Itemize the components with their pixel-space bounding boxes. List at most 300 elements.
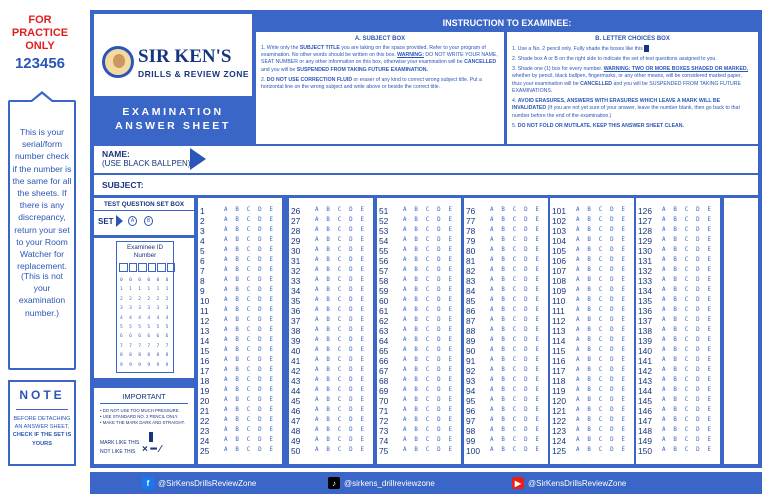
not-like-label: NOT LIKE THIS: [100, 449, 136, 455]
question-number: 37: [291, 316, 301, 326]
practice-label: [2, 14, 78, 53]
question-number: 46: [291, 406, 301, 416]
logo-title: SIR KEN'S: [138, 46, 232, 67]
answer-bubble-row[interactable]: A B C D E: [490, 307, 542, 313]
answer-bubble-row[interactable]: A B C D E: [490, 287, 542, 293]
answer-bubble-row[interactable]: A B C D E: [576, 227, 628, 233]
answer-bubble-row[interactable]: A B C D E: [315, 407, 367, 413]
answer-bubble-row[interactable]: A B C D E: [576, 207, 628, 213]
serial-info-text: This is your serial/form number check if the number is the same for all the sheets. If there is any discrepancy, return your set to your Room Watcher for replacement.: [12, 127, 72, 272]
question-number: 5: [200, 246, 205, 256]
answer-bubble-row[interactable]: A B C D E: [662, 207, 714, 213]
question-number: 102: [552, 216, 566, 226]
question-number: 138: [638, 326, 652, 336]
answer-bubble-row[interactable]: A B C D E: [224, 357, 276, 363]
answer-bubble-row[interactable]: A B C D E: [490, 277, 542, 283]
question-number: 89: [466, 336, 476, 346]
question-number: 127: [638, 216, 652, 226]
test-set-box: [94, 198, 194, 235]
answer-bubble-row[interactable]: A B C D E: [576, 437, 628, 443]
answer-bubble-row[interactable]: A B C D E: [224, 207, 276, 213]
set-b-bubble[interactable]: B: [144, 216, 153, 226]
answer-bubble-row[interactable]: A B C D E: [224, 217, 276, 223]
question-number: 116: [552, 356, 566, 366]
answer-bubble-row[interactable]: A B C D E: [403, 307, 455, 313]
answer-bubble-row[interactable]: A B C D E: [315, 427, 367, 433]
question-number: 18: [200, 376, 210, 386]
question-number: 20: [200, 396, 210, 406]
question-number: 84: [466, 286, 476, 296]
wrong-mark-icon: × ━ ⁄: [142, 444, 162, 455]
answer-bubble-row[interactable]: A B C D E: [490, 387, 542, 393]
answer-bubble-row[interactable]: A B C D E: [490, 297, 542, 303]
answer-bubble-row[interactable]: A B C D E: [315, 287, 367, 293]
id-digit-box[interactable]: [157, 263, 166, 272]
examinee-id-digit-boxes: [119, 263, 175, 272]
question-number: 117: [552, 366, 566, 376]
question-number: 53: [379, 226, 389, 236]
answer-bubble-row[interactable]: A B C D E: [662, 217, 714, 223]
question-number: 74: [379, 436, 389, 446]
answer-bubble-row[interactable]: A B C D E: [403, 207, 455, 213]
youtube-link[interactable]: ▶ @SirKensDrillsReviewZone: [512, 476, 626, 490]
question-number: 98: [466, 426, 476, 436]
question-number: 123: [552, 426, 566, 436]
answer-bubble-row[interactable]: A B C D E: [224, 257, 276, 263]
question-number: 95: [466, 396, 476, 406]
question-number: 78: [466, 226, 476, 236]
answer-bubble-row[interactable]: A B C D E: [224, 347, 276, 353]
answer-bubble-row[interactable]: A B C D E: [490, 367, 542, 373]
question-number: 30: [291, 246, 301, 256]
answer-bubble-row[interactable]: A B C D E: [662, 427, 714, 433]
answer-bubble-row[interactable]: A B C D E: [224, 427, 276, 433]
question-number: 54: [379, 236, 389, 246]
answer-bubble-row[interactable]: A B C D E: [403, 347, 455, 353]
answer-bubble-row[interactable]: A B C D E: [403, 377, 455, 383]
examinee-id-bubble-grid[interactable]: 0 0 0 0 0 0 1 1 1 1 1 1 2 2 2 2 2 2 3 3 3 3 3 3 4 4 4 4 4 4 5 5 5 5 5 5 6 6 6 6 6 6 7 7 7 7 7 7 8 8 8 8 8 8 9 9 9 9 9 9: [120, 278, 171, 368]
answer-bubble-row[interactable]: A B C D E: [662, 277, 714, 283]
set-a-bubble[interactable]: A: [128, 216, 137, 226]
answer-bubble-row[interactable]: A B C D E: [576, 347, 628, 353]
answer-bubble-row[interactable]: A B C D E: [224, 327, 276, 333]
answer-bubble-row[interactable]: A B C D E: [490, 317, 542, 323]
answer-bubble-row[interactable]: A B C D E: [662, 347, 714, 353]
question-number: 14: [200, 336, 210, 346]
question-number: 99: [466, 436, 476, 446]
answer-bubble-row[interactable]: A B C D E: [490, 347, 542, 353]
question-number: 108: [552, 276, 566, 286]
answer-bubble-row[interactable]: A B C D E: [224, 227, 276, 233]
important-title: IMPORTANT: [122, 392, 166, 401]
subject-label: SUBJECT:: [102, 180, 144, 190]
answer-bubble-row[interactable]: A B C D E: [224, 417, 276, 423]
question-number: 141: [638, 356, 652, 366]
answer-bubble-row[interactable]: A B C D E: [662, 237, 714, 243]
answer-bubble-row[interactable]: A B C D E: [490, 447, 542, 453]
question-number: 29: [291, 236, 301, 246]
answer-bubble-row[interactable]: A B C D E: [224, 337, 276, 343]
answer-bubble-row[interactable]: A B C D E: [576, 297, 628, 303]
answer-bubble-row[interactable]: A B C D E: [490, 427, 542, 433]
answer-end-column: [724, 198, 758, 464]
answer-bubble-row[interactable]: A B C D E: [315, 267, 367, 273]
answer-bubble-row[interactable]: A B C D E: [403, 277, 455, 283]
question-number: 82: [466, 266, 476, 276]
answer-bubble-row[interactable]: A B C D E: [315, 307, 367, 313]
answer-bubble-row[interactable]: A B C D E: [315, 297, 367, 303]
answer-bubble-row[interactable]: A B C D E: [403, 447, 455, 453]
question-number: 19: [200, 386, 210, 396]
question-number: 48: [291, 426, 301, 436]
answer-bubble-row[interactable]: A B C D E: [576, 327, 628, 333]
answer-bubble-row[interactable]: A B C D E: [576, 367, 628, 373]
letter-choices-instructions: B. LETTER CHOICES BOX 1. Use a No. 2 pencil only. Fully shade the boxes like this 2. Shade box A or B on the right side to indicate the set of test questions assigned to you. 3. Shade one (1) box for every number. WARNING: TWO OR MORE BOXES SHADED OR MARKED, whether by pencil, black ballpen, fingermarks, or any other means, will be considered marked paper, thus your examination will be CANCELLED and you will be SUSPENDED FROM TAKING FUTURE EXAMINATIONS. 4. AVOID ERASURES, ANSWERS WITH ERASURES WHICH LEAVE A MARK WILL BE INVALIDATED (If you are not yet sure of your answer, leave the number blank, then go back to that number before the end of the examination.) 5. DO NOT FOLD OR MUTILATE. KEEP THIS ANSWER SHEET CLEAN.: [507, 32, 758, 144]
answer-bubble-row[interactable]: A B C D E: [403, 217, 455, 223]
question-number: 73: [379, 426, 389, 436]
mark-like-label: MARK LIKE THIS: [100, 440, 140, 446]
answer-bubble-row[interactable]: A B C D E: [662, 307, 714, 313]
question-number: 45: [291, 396, 301, 406]
question-number: 104: [552, 236, 566, 246]
question-number: 72: [379, 416, 389, 426]
question-number: 32: [291, 266, 301, 276]
answer-bubble-row[interactable]: A B C D E: [315, 437, 367, 443]
answer-bubble-row[interactable]: A B C D E: [576, 387, 628, 393]
id-digit-box[interactable]: [138, 263, 147, 272]
question-number: 118: [552, 376, 566, 386]
answer-bubble-row[interactable]: A B C D E: [490, 227, 542, 233]
answer-bubble-row[interactable]: A B C D E: [576, 287, 628, 293]
question-number: 27: [291, 216, 301, 226]
answer-bubble-row[interactable]: A B C D E: [315, 257, 367, 263]
answer-bubble-row[interactable]: A B C D E: [576, 307, 628, 313]
answer-bubble-row[interactable]: A B C D E: [490, 357, 542, 363]
answer-bubble-row[interactable]: A B C D E: [224, 297, 276, 303]
answer-bubble-row[interactable]: A B C D E: [662, 417, 714, 423]
question-number: 24: [200, 436, 210, 446]
answer-bubble-row[interactable]: A B C D E: [662, 257, 714, 263]
question-number: 115: [552, 346, 566, 356]
id-digit-box[interactable]: [119, 263, 128, 272]
answer-bubble-row[interactable]: A B C D E: [224, 367, 276, 373]
answer-bubble-row[interactable]: A B C D E: [224, 317, 276, 323]
id-digit-box[interactable]: [167, 263, 176, 272]
question-number: 21: [200, 406, 210, 416]
answer-bubble-row[interactable]: A B C D E: [662, 437, 714, 443]
question-number: 125: [552, 446, 566, 456]
answer-bubble-row[interactable]: A B C D E: [315, 227, 367, 233]
question-number: 129: [638, 236, 652, 246]
answer-bubble-row[interactable]: A B C D E: [490, 207, 542, 213]
examinee-id-box: [94, 238, 194, 378]
answer-bubble-row[interactable]: A B C D E: [576, 267, 628, 273]
answer-bubble-row[interactable]: A B C D E: [576, 217, 628, 223]
id-digit-box[interactable]: [129, 263, 138, 272]
answer-bubble-row[interactable]: A B C D E: [224, 387, 276, 393]
answer-bubble-row[interactable]: A B C D E: [490, 337, 542, 343]
question-number: 4: [200, 236, 205, 246]
question-number: 41: [291, 356, 301, 366]
answer-bubble-row[interactable]: A B C D E: [403, 317, 455, 323]
answer-bubble-row[interactable]: A B C D E: [576, 447, 628, 453]
right-arrow-icon: [190, 148, 206, 170]
answer-bubble-row[interactable]: A B C D E: [490, 327, 542, 333]
answer-bubble-row[interactable]: A B C D E: [315, 217, 367, 223]
question-number: 69: [379, 386, 389, 396]
question-number: 111: [552, 306, 565, 316]
answer-bubble-row[interactable]: A B C D E: [662, 367, 714, 373]
answer-bubble-row[interactable]: A B C D E: [403, 287, 455, 293]
answer-bubble-row[interactable]: A B C D E: [576, 417, 628, 423]
question-number: 23: [200, 426, 210, 436]
answer-bubble-row[interactable]: A B C D E: [315, 417, 367, 423]
answer-bubble-row[interactable]: A B C D E: [315, 387, 367, 393]
question-number: 7: [200, 266, 205, 276]
answer-bubble-row[interactable]: A B C D E: [224, 397, 276, 403]
answer-bubble-row[interactable]: A B C D E: [315, 237, 367, 243]
question-number: 75: [379, 446, 389, 456]
question-number: 59: [379, 286, 389, 296]
answer-bubble-row[interactable]: A B C D E: [403, 437, 455, 443]
answer-bubble-row[interactable]: A B C D E: [662, 447, 714, 453]
question-number: 67: [379, 366, 389, 376]
question-number: 132: [638, 266, 652, 276]
answer-bubble-row[interactable]: A B C D E: [576, 357, 628, 363]
answer-bubble-row[interactable]: A B C D E: [662, 357, 714, 363]
answer-bubble-row[interactable]: A B C D E: [315, 277, 367, 283]
answer-bubble-row[interactable]: A B C D E: [490, 267, 542, 273]
answer-bubble-row[interactable]: A B C D E: [662, 407, 714, 413]
answer-bubble-row[interactable]: A B C D E: [403, 397, 455, 403]
question-number: 81: [466, 256, 476, 266]
question-number: 68: [379, 376, 389, 386]
name-label: NAME:: [102, 149, 130, 159]
question-number: 109: [552, 286, 566, 296]
answer-bubble-row[interactable]: A B C D E: [490, 257, 542, 263]
question-number: 142: [638, 366, 652, 376]
answer-bubble-row[interactable]: A B C D E: [224, 447, 276, 453]
question-number: 145: [638, 396, 652, 406]
question-number: 51: [379, 206, 389, 216]
answer-bubble-row[interactable]: A B C D E: [224, 267, 276, 273]
answer-bubble-row[interactable]: A B C D E: [403, 247, 455, 253]
answer-bubble-row[interactable]: A B C D E: [315, 327, 367, 333]
question-number: 43: [291, 376, 301, 386]
divider: [100, 403, 188, 404]
answer-bubble-row[interactable]: A B C D E: [403, 407, 455, 413]
question-number: 101: [552, 206, 566, 216]
answer-bubble-row[interactable]: A B C D E: [490, 217, 542, 223]
examinee-id-title: Examinee ID Number: [126, 244, 164, 259]
question-number: 143: [638, 376, 652, 386]
answer-bubble-row[interactable]: A B C D E: [403, 257, 455, 263]
question-number: 10: [200, 296, 210, 306]
answer-bubble-row[interactable]: A B C D E: [490, 407, 542, 413]
answer-bubble-row[interactable]: A B C D E: [224, 277, 276, 283]
answer-bubble-row[interactable]: A B C D E: [403, 227, 455, 233]
answer-bubble-row[interactable]: A B C D E: [315, 357, 367, 363]
answer-bubble-row[interactable]: A B C D E: [490, 237, 542, 243]
question-number: 16: [200, 356, 210, 366]
answer-bubble-row[interactable]: A B C D E: [224, 287, 276, 293]
answer-bubble-row[interactable]: A B C D E: [490, 397, 542, 403]
answer-bubble-row[interactable]: A B C D E: [576, 337, 628, 343]
name-field[interactable]: [94, 146, 758, 173]
answer-bubble-row[interactable]: A B C D E: [315, 337, 367, 343]
right-arrow-icon: [116, 215, 123, 227]
answer-bubble-row[interactable]: A B C D E: [315, 207, 367, 213]
question-number: 85: [466, 296, 476, 306]
question-number: 52: [379, 216, 389, 226]
question-number: 70: [379, 396, 389, 406]
exam-title: EXAMINATION ANSWER SHEET: [115, 106, 231, 132]
question-number: 42: [291, 366, 301, 376]
answer-bubble-row[interactable]: A B C D E: [315, 377, 367, 383]
answer-bubble-row[interactable]: A B C D E: [403, 237, 455, 243]
answer-bubble-row[interactable]: A B C D E: [662, 247, 714, 253]
answer-bubble-row[interactable]: A B C D E: [224, 377, 276, 383]
answer-bubble-row[interactable]: A B C D E: [576, 317, 628, 323]
question-number: 105: [552, 246, 566, 256]
question-number: 38: [291, 326, 301, 336]
practice-line1: FOR PRACTICE: [11, 14, 69, 39]
answer-bubble-row[interactable]: A B C D E: [576, 427, 628, 433]
question-number: 2: [200, 216, 205, 226]
question-number: 148: [638, 426, 652, 436]
question-number: 55: [379, 246, 389, 256]
answer-bubble-row[interactable]: A B C D E: [224, 307, 276, 313]
question-number: 39: [291, 336, 301, 346]
question-number: 122: [552, 416, 566, 426]
question-number: 126: [638, 206, 652, 216]
subject-box-instructions: A. SUBJECT BOX 1. Write only the SUBJECT TITLE you are taking on the space provided. Refer to your program of examination. No other words should be written on this box. WARNING: DO NOT WRITE YOUR NAME, SEAT NUMBER or any other information on this box, otherwise your examination will be CANCELLED and you will be SUSPENDED FROM TAKING FUTURE EXAMINATION. 2. DO NOT USE CORRECTION FLUID or eraser of any kind to correct wrong subject title. Put a horizontal line on the wrong subject and write above or beside the correct title.: [256, 32, 504, 144]
question-number: 131: [638, 256, 652, 266]
answer-bubble-row[interactable]: A B C D E: [315, 247, 367, 253]
answer-bubble-row[interactable]: A B C D E: [490, 437, 542, 443]
question-number: 15: [200, 346, 210, 356]
question-number: 144: [638, 386, 652, 396]
answer-bubble-row[interactable]: A B C D E: [224, 247, 276, 253]
answer-bubble-row[interactable]: A B C D E: [662, 287, 714, 293]
answer-bubble-row[interactable]: A B C D E: [576, 377, 628, 383]
answer-bubble-row[interactable]: A B C D E: [662, 327, 714, 333]
question-number: 134: [638, 286, 652, 296]
answer-bubble-row[interactable]: A B C D E: [224, 437, 276, 443]
question-number: 31: [291, 256, 301, 266]
logo-emblem-icon: [102, 46, 134, 78]
answer-bubble-row[interactable]: A B C D E: [662, 267, 714, 273]
answer-bubble-row[interactable]: A B C D E: [224, 407, 276, 413]
serial-info-note: (This is not your examination number.): [18, 271, 66, 318]
answer-bubble-row[interactable]: A B C D E: [576, 397, 628, 403]
question-number: 121: [552, 406, 566, 416]
answer-bubble-row[interactable]: A B C D E: [490, 377, 542, 383]
answer-bubble-row[interactable]: A B C D E: [224, 237, 276, 243]
id-digit-box[interactable]: [148, 263, 157, 272]
question-number: 13: [200, 326, 210, 336]
question-number: 22: [200, 416, 210, 426]
tiktok-link[interactable]: ♪ @sirkens_drillreviewzone: [328, 476, 435, 490]
facebook-link[interactable]: f @SirKensDrillsReviewZone: [142, 476, 256, 490]
answer-bubble-row[interactable]: A B C D E: [576, 257, 628, 263]
question-number: 34: [291, 286, 301, 296]
question-number: 66: [379, 356, 389, 366]
answer-bubble-row[interactable]: A B C D E: [576, 277, 628, 283]
answer-bubble-row[interactable]: A B C D E: [662, 397, 714, 403]
answer-bubble-row[interactable]: A B C D E: [662, 317, 714, 323]
question-number: 133: [638, 276, 652, 286]
answer-bubble-row[interactable]: A B C D E: [403, 427, 455, 433]
logo-subtitle: DRILLS & REVIEW ZONE: [138, 69, 250, 79]
note-box: [8, 380, 76, 466]
answer-bubble-row[interactable]: A B C D E: [315, 397, 367, 403]
question-number: 100: [466, 446, 480, 456]
question-number: 35: [291, 296, 301, 306]
answer-bubble-row[interactable]: A B C D E: [403, 337, 455, 343]
question-number: 26: [291, 206, 301, 216]
question-number: 140: [638, 346, 652, 356]
answer-bubble-row[interactable]: A B C D E: [315, 367, 367, 373]
answer-bubble-row[interactable]: A B C D E: [662, 337, 714, 343]
important-list: • DO NOT USE TOO MUCH PRESSURE. • USE STANDARD NO. 2 PENCIL ONLY. • MAKE THE MARK DARK AND STRAIGHT.: [100, 408, 185, 426]
answer-bubble-row[interactable]: A B C D E: [403, 267, 455, 273]
question-number: 96: [466, 406, 476, 416]
question-number: 9: [200, 286, 205, 296]
answer-bubble-row[interactable]: A B C D E: [315, 447, 367, 453]
answer-bubble-row[interactable]: A B C D E: [403, 387, 455, 393]
question-number: 90: [466, 346, 476, 356]
answer-bubble-row[interactable]: A B C D E: [662, 387, 714, 393]
answer-bubble-row[interactable]: A B C D E: [403, 297, 455, 303]
subject-field[interactable]: [94, 175, 758, 195]
answer-bubble-row[interactable]: A B C D E: [403, 357, 455, 363]
question-number: 57: [379, 266, 389, 276]
practice-line2: ONLY: [25, 40, 55, 52]
question-number: 80: [466, 246, 476, 256]
question-number: 130: [638, 246, 652, 256]
answer-bubble-row[interactable]: A B C D E: [662, 227, 714, 233]
answer-bubble-row[interactable]: A B C D E: [315, 347, 367, 353]
question-number: 44: [291, 386, 301, 396]
question-number: 94: [466, 386, 476, 396]
set-label: SET: [98, 217, 114, 226]
question-number: 149: [638, 436, 652, 446]
question-number: 64: [379, 336, 389, 346]
answer-bubble-row[interactable]: A B C D E: [403, 417, 455, 423]
note-text: BEFORE DETACHING AN ANSWER SHEET, CHECK IF THE SET IS YOURS: [12, 416, 72, 447]
question-number: 17: [200, 366, 210, 376]
answer-bubble-row[interactable]: A B C D E: [576, 237, 628, 243]
answer-bubble-row[interactable]: A B C D E: [490, 247, 542, 253]
answer-bubble-row[interactable]: A B C D E: [403, 367, 455, 373]
answer-bubble-row[interactable]: A B C D E: [490, 417, 542, 423]
answer-bubble-row[interactable]: A B C D E: [576, 247, 628, 253]
question-number: 56: [379, 256, 389, 266]
question-number: 12: [200, 316, 210, 326]
answer-bubble-row[interactable]: A B C D E: [315, 317, 367, 323]
test-set-title: TEST QUESTION SET BOX: [103, 201, 185, 208]
answer-bubble-row[interactable]: A B C D E: [662, 377, 714, 383]
answer-bubble-row[interactable]: A B C D E: [662, 297, 714, 303]
instructions-title: INSTRUCTION TO EXAMINEE:: [442, 18, 572, 28]
answer-bubble-row[interactable]: A B C D E: [576, 407, 628, 413]
question-number: 76: [466, 206, 476, 216]
question-number: 113: [552, 326, 566, 336]
answer-bubble-row[interactable]: A B C D E: [403, 327, 455, 333]
question-number: 137: [638, 316, 652, 326]
serial-info-panel: [8, 100, 76, 370]
